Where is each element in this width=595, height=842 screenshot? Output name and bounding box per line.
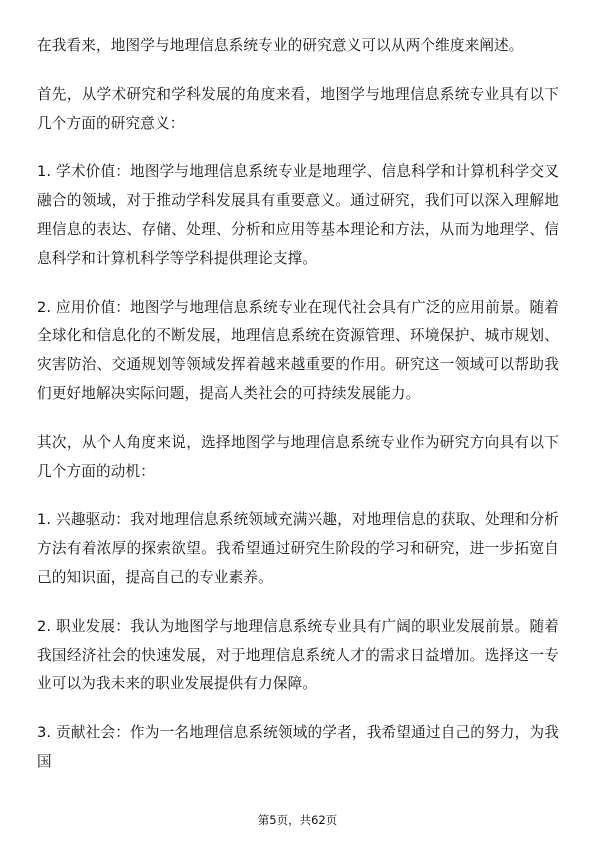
paragraph-second-aspect: 其次，从个人角度来说，选择地图学与地理信息系统专业作为研究方向具有以下几个方面的动机： <box>37 433 559 480</box>
paragraph-first-aspect: 首先，从学术研究和学科发展的角度来看，地图学与地理信息系统专业具有以下几个方面的研究意义： <box>37 85 559 132</box>
paragraph-intro: 在我看来，地图学与地理信息系统专业的研究意义可以从两个维度来阐述。 <box>37 37 524 54</box>
paragraph-interest-driven: 1. 兴趣驱动：我对地理信息系统领域充满兴趣，对地理信息的获取、处理和分析方法有着浓厚的探索欲望。我希望通过研究生阶段的学习和研究，进一步拓宽自己的知识面，提高自己的专业素养。 <box>37 511 559 586</box>
paragraph-contribute-society: 3. 贡献社会：作为一名地理信息系统领域的学者，我希望通过自己的努力，为我国 <box>37 724 559 770</box>
page-number: 第5页，共62页 <box>257 813 338 827</box>
document-body <box>37 32 559 797</box>
paragraph-application-value: 2. 应用价值：地图学与地理信息系统专业在现代社会具有广泛的应用前景。随着全球化和信息化的不断发展，地理信息系统在资源管理、环境保护、城市规划、灾害防治、交通规划等领域发挥着越来越重要的作用。研究这一领域可以帮助我们更好地解决实际问题，提高人类社会的可持续发展能力。 <box>37 298 559 402</box>
paragraph-career-development: 2. 职业发展：我认为地图学与地理信息系统专业具有广阔的职业发展前景。随着我国经济社会的快速发展，对于地理信息系统人才的需求日益增加。选择这一专业可以为我未来的职业发展提供有力保障。 <box>37 617 559 693</box>
paragraph-academic-value: 1. 学术价值：地图学与地理信息系统专业是地理学、信息科学和计算机科学交叉融合的领域，对于推动学科发展具有重要意义。通过研究，我们可以深入理解地理信息的表达、存储、处理、分析和应用等基本理论和方法，从而为地理学、信息科学和计算机科学等学科提供理论支撑。 <box>37 163 559 267</box>
